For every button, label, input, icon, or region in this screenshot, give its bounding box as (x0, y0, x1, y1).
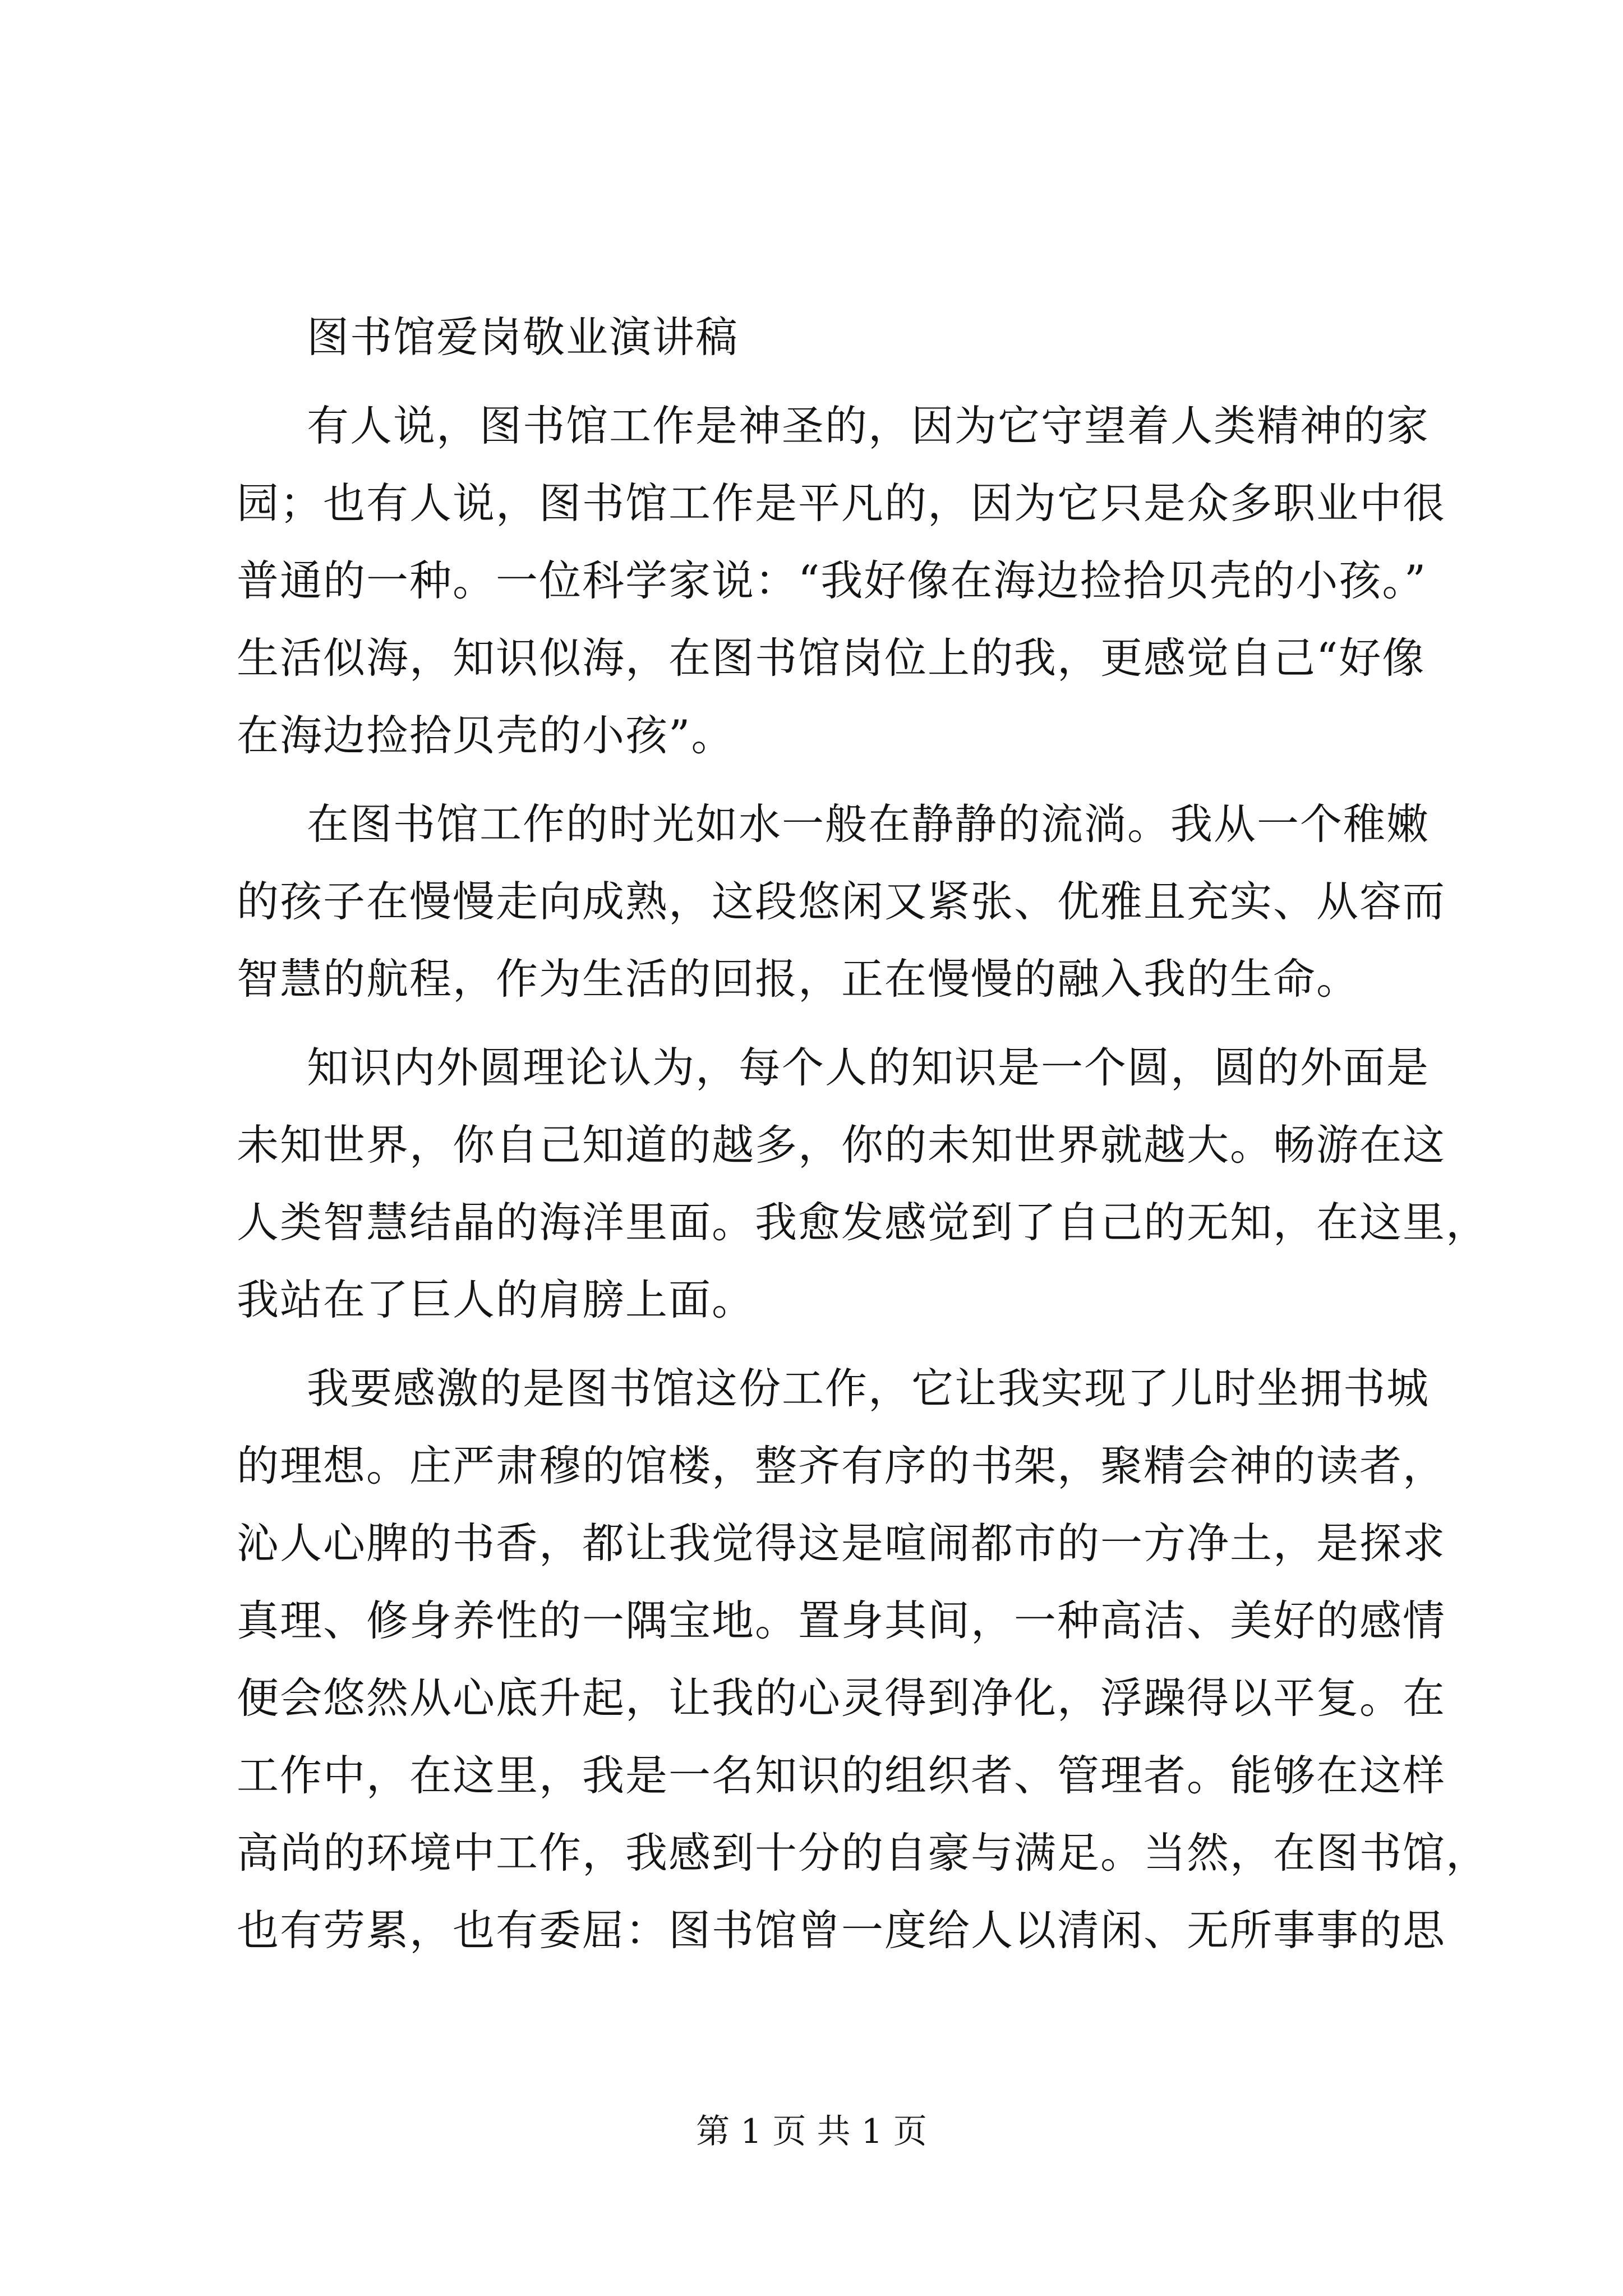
paragraph-line: 工作中，在这里，我是一名知识的组织者、管理者。能够在这样 (237, 1751, 1446, 1800)
paragraph-3 (237, 1029, 1490, 1338)
paragraph-line: 园；也有人说，图书馆工作是平凡的，因为它只是众多职业中很 (237, 478, 1446, 528)
paragraph-line: 有人说，图书馆工作是神圣的，因为它守望着人类精神的家 (307, 401, 1430, 450)
paragraph-line: 的孩子在慢慢走向成熟，这段悠闲又紧张、优雅且充实、从容而 (237, 877, 1446, 926)
paragraph-line: 知识内外圆理论认为，每个人的知识是一个圆，圆的外面是 (307, 1043, 1430, 1092)
paragraph-line: 便会悠然从心底升起，让我的心灵得到净化，浮躁得以平复。在 (237, 1673, 1446, 1723)
paragraph-4 (237, 1350, 1490, 1969)
paragraph-line: 我站在了巨人的肩膀上面。 (237, 1275, 755, 1324)
paragraph-line: 人类智慧结晶的海洋里面。我愈发感觉到了自己的无知，在这里， (237, 1198, 1490, 1247)
document-title: 图书馆爱岗敬业演讲稿 (307, 312, 739, 362)
document-body (237, 298, 1490, 1969)
paragraph-line: 未知世界，你自己知道的越多，你的未知世界就越大。畅游在这 (237, 1120, 1446, 1170)
paragraph-line: 普通的一种。一位科学家说：“我好像在海边捡拾贝壳的小孩。” (237, 556, 1427, 605)
paragraph-line: 在海边捡拾贝壳的小孩”。 (237, 711, 735, 760)
paragraph-line: 我要感激的是图书馆这份工作，它让我实现了儿时坐拥书城 (307, 1364, 1430, 1413)
paragraph-line: 沁人心脾的书香，都让我觉得这是喧闹都市的一方净土，是探求 (237, 1519, 1446, 1568)
paragraph-line: 智慧的航程，作为生活的回报，正在慢慢的融入我的生命。 (237, 954, 1360, 1004)
paragraph-2 (237, 785, 1446, 1018)
page-number-footer: 第 1 页 共 1 页 (696, 2112, 927, 2151)
paragraph-line: 的理想。庄严肃穆的馆楼，整齐有序的书架，聚精会神的读者， (237, 1441, 1446, 1490)
paragraph-line: 高尚的环境中工作，我感到十分的自豪与满足。当然，在图书馆， (237, 1828, 1490, 1878)
paragraph-line: 生活似海，知识似海，在图书馆岗位上的我，更感觉自己“好像 (237, 633, 1426, 683)
paragraph-1 (237, 387, 1446, 774)
paragraph-line: 也有劳累，也有委屈：图书馆曾一度给人以清闲、无所事事的思 (237, 1906, 1446, 1955)
paragraph-line: 真理、修身养性的一隅宝地。置身其间，一种高洁、美好的感情 (237, 1596, 1446, 1645)
paragraph-line: 在图书馆工作的时光如水一般在静静的流淌。我从一个稚嫩 (307, 799, 1430, 849)
